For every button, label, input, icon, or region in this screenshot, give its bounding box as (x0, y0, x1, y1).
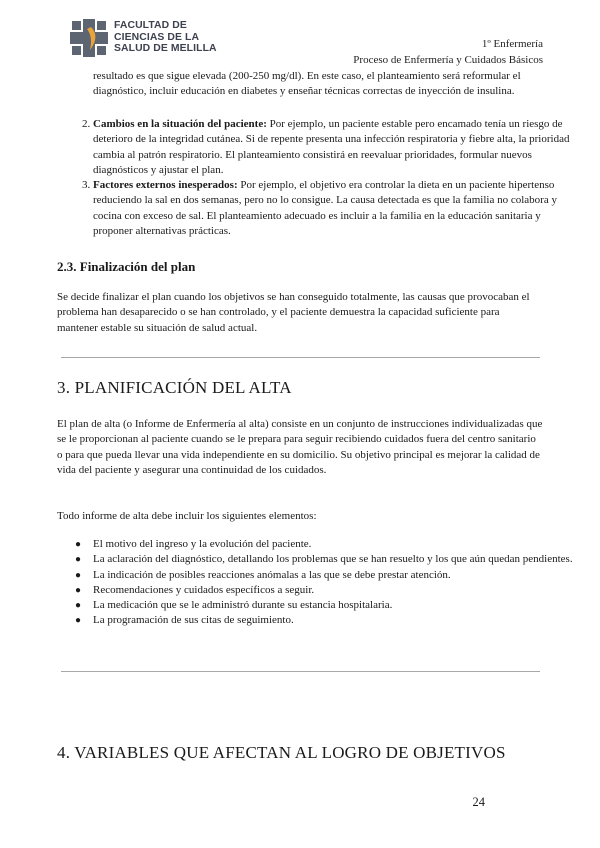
list-item-text: La programación de sus citas de seguimiento. (93, 614, 294, 627)
list-item (75, 552, 579, 567)
list-item-text: La medicación que se le administró durante su estancia hospitalaria. (93, 599, 393, 612)
list-item (75, 583, 579, 598)
situation-title: Cambios en la situación del paciente: (93, 118, 267, 130)
section-divider (61, 671, 540, 672)
list-item-text: Recomendaciones y cuidados específicos a seguir. (93, 583, 315, 596)
list-item-text: El motivo del ingreso y la evolución del paciente. (93, 538, 312, 550)
faculty-emblem-icon (70, 19, 108, 57)
list-item (75, 613, 579, 628)
situation-text: Por ejemplo, el objetivo era controlar la dieta en un paciente hipertenso reduciendo la sal en dos semanas, pero no lo consigue. La causa detectada es que la familia no colabora y cocina con exceso de sal. El planteamiento adecuado es incluir a la familia en la educación sanitaria y proponer alternativas prácticas. (93, 179, 557, 238)
list-item (75, 598, 579, 613)
logo-line: SALUD DE MELILLA (114, 43, 217, 54)
list-item (75, 568, 579, 583)
bullet-icon: ● (75, 554, 82, 566)
bullet-icon: ● (75, 584, 82, 596)
list-item-text: La indicación de posibles reacciones anómalas a las que se debe prestar atención. (93, 568, 451, 581)
page-header-info (353, 36, 543, 68)
logo-line: FACULTAD DE (114, 20, 187, 31)
continued-paragraph: resultado es que sigue elevada (200-250 mg/dl). En este caso, el planteamiento será reformular el diagnóstico, incluir educación en diabetes y enseñar técnicas correctas de inyección de insulina. (93, 70, 521, 98)
situation-title: Factores externos inesperados: (93, 179, 238, 192)
list-item (93, 117, 579, 178)
section-2-3-heading: 2.3. Finalización del plan (57, 259, 196, 274)
bullet-icon: ● (75, 569, 82, 581)
section-2-3-paragraph: Se decide finalizar el plan cuando los objetivos se han conseguido totalmente, las causas que provocaban el problema han desaparecido o se han controlado, y el paciente demuestra la capacidad suficiente para mantener estable su situación de salud actual. (57, 291, 530, 334)
faculty-name (114, 20, 217, 55)
section-3-paragraph: El plan de alta (o Informe de Enfermería al alta) consiste en un conjunto de instrucciones individualizadas que se le proporcionan al paciente cuando se le prepara para seguir recibiendo cuidados fuera del centro sanitario o para que pueda llevar una vida independiente en su domicilio. Su objetivo principal es mejorar la calidad de vida del paciente y asegurar una continuidad de los cuidados. (57, 418, 543, 476)
situations-list (57, 117, 579, 239)
page-number: 24 (472, 795, 485, 809)
bullet-icon: ● (75, 539, 82, 550)
situation-text: Por ejemplo, un paciente estable pero encamado tenía un riesgo de deterioro de la integridad cutánea. Si de repente presenta una infección respiratoria y fiebre alta, la prioridad cambia al patrón respiratorio. El planteamiento consistirá en reevaluar prioridades, formular nuevos diagnósticos y ajustar el plan. (93, 118, 570, 176)
section-4-heading: 4. VARIABLES QUE AFECTAN AL LOGRO DE OBJETIVOS (57, 743, 506, 762)
list-item (75, 537, 579, 552)
logo-line: CIENCIAS DE LA (114, 31, 200, 43)
discharge-elements-list (57, 537, 579, 629)
bullet-icon: ● (75, 600, 82, 612)
list-item-text: La aclaración del diagnóstico, detallando los problemas que se han resuelto y los que aún quedan pendientes. (93, 553, 573, 566)
section-divider (61, 357, 540, 358)
course-label: 1º Enfermería (481, 38, 543, 50)
section-3-heading: 3. PLANIFICACIÓN DEL ALTA (57, 378, 292, 397)
subject-label: Proceso de Enfermería y Cuidados Básicos (353, 54, 543, 66)
list-item (93, 178, 579, 239)
faculty-logo (70, 19, 250, 61)
bullet-icon: ● (75, 615, 82, 627)
section-3-intro: Todo informe de alta debe incluir los siguientes elementos: (57, 510, 317, 522)
